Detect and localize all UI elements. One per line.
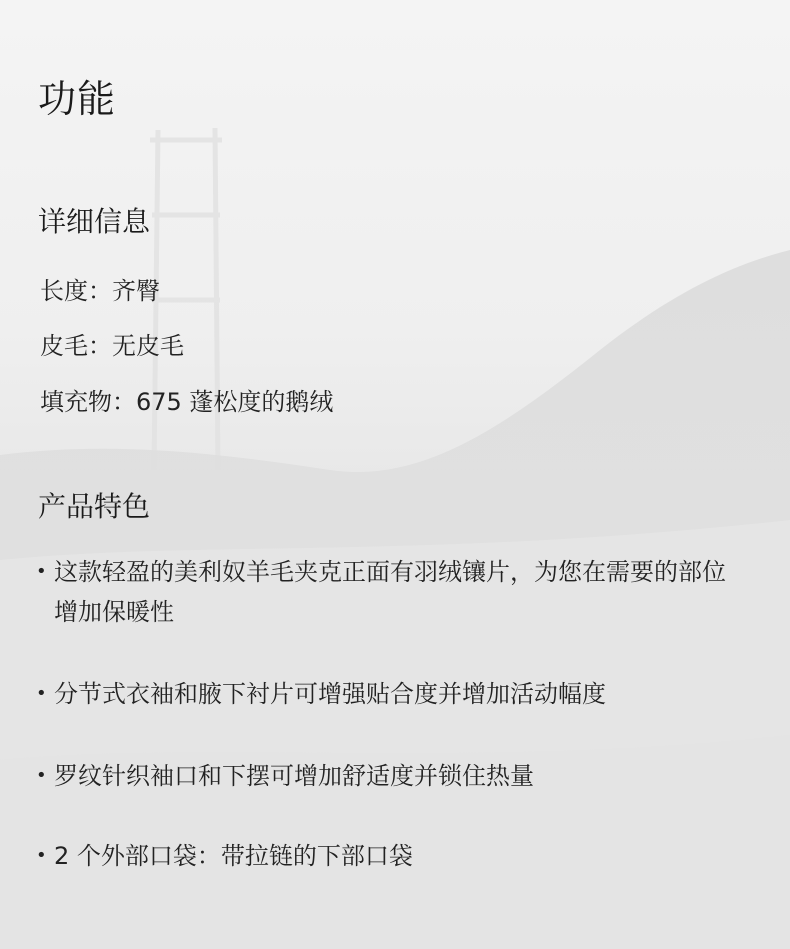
feature-text-1: 这款轻盈的美利奴羊毛夹克正面有羽绒镶片，为您在需要的部位增加保暖性 bbox=[54, 558, 726, 626]
bullet-icon: • bbox=[36, 765, 47, 786]
page-title: 功能 bbox=[38, 77, 117, 121]
detail-fur: 皮毛：无皮毛 bbox=[40, 332, 184, 360]
feature-text-2: 分节式衣袖和腋下衬片可增强贴合度并增加活动幅度 bbox=[54, 680, 606, 708]
feature-text-4: 2 个外部口袋：带拉链的下部口袋 bbox=[54, 842, 413, 870]
bullet-icon: • bbox=[36, 683, 47, 704]
bullet-icon: • bbox=[36, 845, 47, 866]
feature-item bbox=[36, 674, 746, 714]
feature-item bbox=[36, 552, 746, 632]
bullet-icon: • bbox=[36, 561, 47, 582]
features-heading: 产品特色 bbox=[38, 490, 151, 523]
feature-item bbox=[36, 836, 746, 876]
details-heading: 详细信息 bbox=[38, 205, 151, 238]
detail-fill: 填充物：675 蓬松度的鹅绒 bbox=[40, 388, 334, 416]
feature-text-3: 罗纹针织袖口和下摆可增加舒适度并锁住热量 bbox=[54, 762, 534, 790]
detail-length: 长度：齐臀 bbox=[40, 277, 160, 305]
feature-item bbox=[36, 756, 746, 796]
